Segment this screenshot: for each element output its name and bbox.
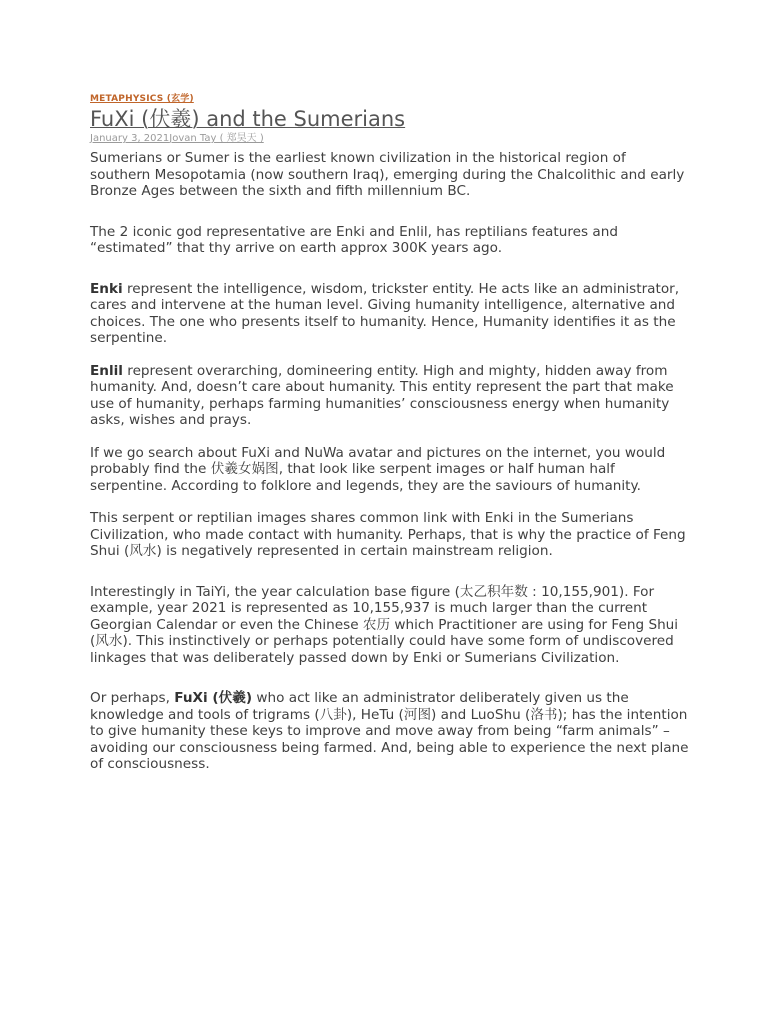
fuxi-intro: Or perhaps, — [90, 690, 175, 706]
author-link[interactable]: Jovan Tay ( 郑昊天 ) — [169, 133, 264, 144]
paragraph-enki-enlil: The 2 iconic god representative are Enki and Enlil, has reptilians features and “estimated” that thy arrive on earth approx 300K years ago. — [90, 223, 618, 256]
article — [90, 93, 690, 773]
paragraph-fuxi-nuwa: If we go search about FuXi and NuWa avatar and pictures on the internet, you would probably find the 伏羲女娲图, that look like serpent images or half human half serpentine. According to folklore and legends, they are the saviours of humanity. — [90, 444, 666, 494]
enki-description: represent the intelligence, wisdom, trickster entity. He acts like an administrator, cares and intervene at the human level. Giving humanity intelligence, alternative and choices. The one who presents itself to humanity. Hence, Humanity identifies it as the serpentine. — [90, 280, 680, 346]
paragraph-sumer-intro: Sumerians or Sumer is the earliest known civilization in the historical region of southern Mesopotamia (now southern Iraq), emerging during the Chalcolithic and early Bronze Ages between the sixth and fifth millennium BC. — [90, 150, 685, 199]
category-link[interactable]: METAPHYSICS (玄学) — [90, 94, 194, 104]
enki-term: Enki — [90, 280, 123, 297]
fuxi-term: FuXi (伏羲) — [174, 690, 253, 706]
paragraph-fuxi-trigrams — [90, 690, 690, 773]
paragraph-enki — [90, 281, 690, 347]
post-date-link[interactable]: January 3, 2021 — [90, 133, 170, 144]
paragraph-enlil — [90, 363, 690, 429]
fuxi-description: who act like an administrator deliberately given us the knowledge and tools of trigrams (八卦), HeTu (河图) and LuoShu (洛书); has the intention to give humanity these keys to improve and move away from being “farm animals” – avoiding our consciousness being farmed. And, being able to experience the next plane of consciousness. — [90, 690, 689, 772]
paragraph-serpent-link: This serpent or reptilian images shares common link with Enki in the Sumerians Civilization, who made contact with humanity. Perhaps, that is why the practice of Feng Shui (风水) is negatively represented in certain mainstream religion. — [90, 510, 686, 559]
article-title[interactable]: FuXi (伏羲) and the Sumerians — [90, 107, 406, 131]
post-meta — [90, 132, 690, 145]
paragraph-taiyi: Interestingly in TaiYi, the year calculation base figure (太乙积年数 : 10,155,901). For example, year 2021 is represented as 10,155,937 is much larger than the current Georgian Calendar or even the Chinese 农历 which Practitioner are using for Feng Shui (风水). This instinctively or perhaps potentially could have some form of undiscovered linkages that was deliberately passed down by Enki or Sumerians Civilization. — [90, 583, 679, 666]
enlil-term: Enlil — [90, 362, 123, 379]
enlil-description: represent overarching, domineering entity. High and mighty, hidden away from humanity. And, doesn’t care about humanity. This entity represent the part that make use of humanity, perhaps farming humanities’ consciousness energy when humanity asks, wishes and prays. — [90, 362, 674, 428]
